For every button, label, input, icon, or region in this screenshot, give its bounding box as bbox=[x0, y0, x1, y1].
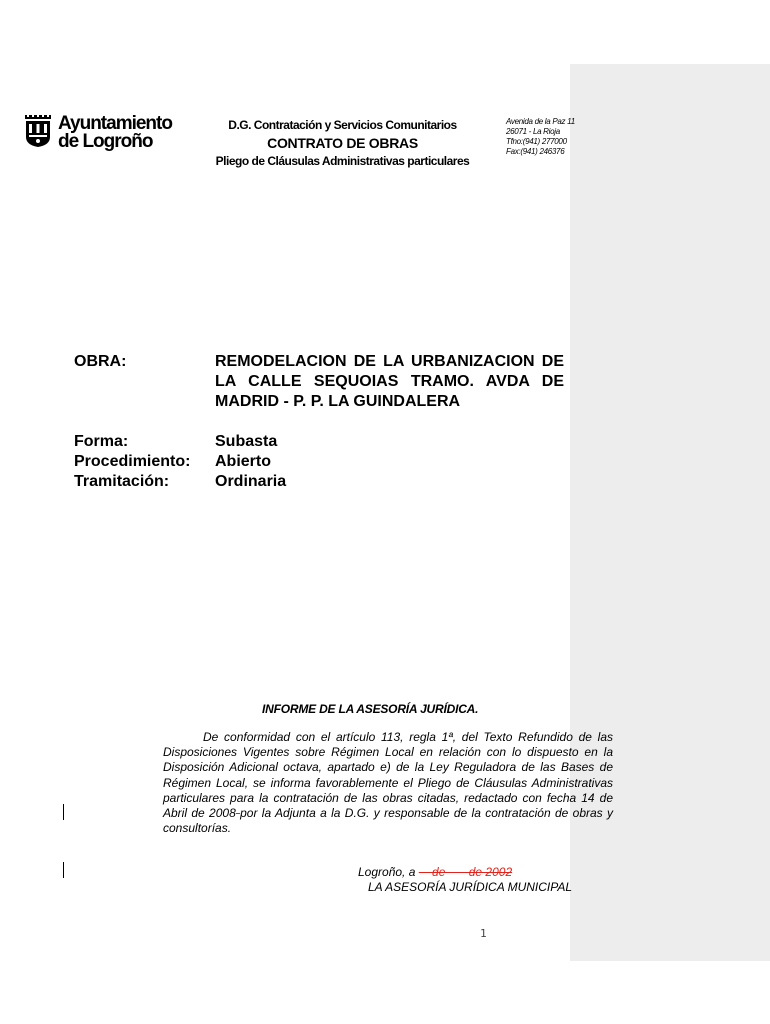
deleted-date: de de 2002 bbox=[418, 865, 513, 879]
document-subtitle: Pliego de Cláusulas Administrativas particulares bbox=[215, 154, 470, 168]
procedimiento-value: Abierto bbox=[215, 453, 271, 470]
address-block bbox=[506, 117, 575, 157]
coat-of-arms-icon bbox=[25, 115, 51, 147]
informe-text-end: por la Adjunta a la D.G. y responsable de la contratación de obras y consultorías. bbox=[163, 806, 614, 836]
obra-value: REMODELACION DE LA URBANIZACION DE LA CALLE SEQUOIAS TRAMO. AVDA DE MADRID - P. P. LA GUINDALERA bbox=[215, 353, 564, 410]
change-bar bbox=[63, 862, 64, 878]
signature-place: Logroño, a bbox=[358, 865, 419, 879]
signature-place-date bbox=[358, 865, 512, 879]
page-number: 1 bbox=[480, 927, 487, 940]
change-bar bbox=[63, 804, 64, 820]
document-type: CONTRATO DE OBRAS bbox=[267, 135, 418, 151]
fax-line: Fax:(941) 246376 bbox=[506, 147, 565, 156]
logo-line-ayuntamiento: Ayuntamiento bbox=[58, 113, 172, 134]
signature-title: LA ASESORÍA JURÍDICA MUNICIPAL bbox=[368, 880, 573, 894]
forma-value: Subasta bbox=[215, 433, 278, 450]
informe-text: De conformidad con el artículo 113, regla 1ª, del Texto Refundido de las Disposiciones Vigentes sobre Régimen Local en relación con lo dispuesto en la Disposición Adicional octava, apartado e) de la Ley Reguladora de las Bases de Régimen Local, se informa favorablemente el Pliego de Cláusulas Administrativas particulares para la contratación de las obras citadas, redactado con fecha 14 de Abril de 2008 bbox=[163, 730, 613, 821]
department-name: D.G. Contratación y Servicios Comunitarios bbox=[228, 118, 457, 132]
informe-title: INFORME DE LA ASESORÍA JURÍDICA. bbox=[262, 702, 479, 716]
tramitacion-label: Tramitación: bbox=[74, 473, 170, 490]
tramitacion-value: Ordinaria bbox=[215, 473, 287, 490]
document-header bbox=[200, 117, 485, 170]
informe-body bbox=[163, 730, 613, 836]
address-line: Avenida de la Paz 11 bbox=[506, 117, 575, 126]
obra-label: OBRA: bbox=[74, 353, 127, 370]
forma-label: Forma: bbox=[74, 433, 129, 450]
phone-line: Tfno:(941) 277000 bbox=[506, 137, 567, 146]
procedimiento-label: Procedimiento: bbox=[74, 453, 191, 470]
address-line: 26071 - La Rioja bbox=[506, 127, 560, 136]
logo-line-logrono: de Logroño bbox=[58, 131, 153, 152]
